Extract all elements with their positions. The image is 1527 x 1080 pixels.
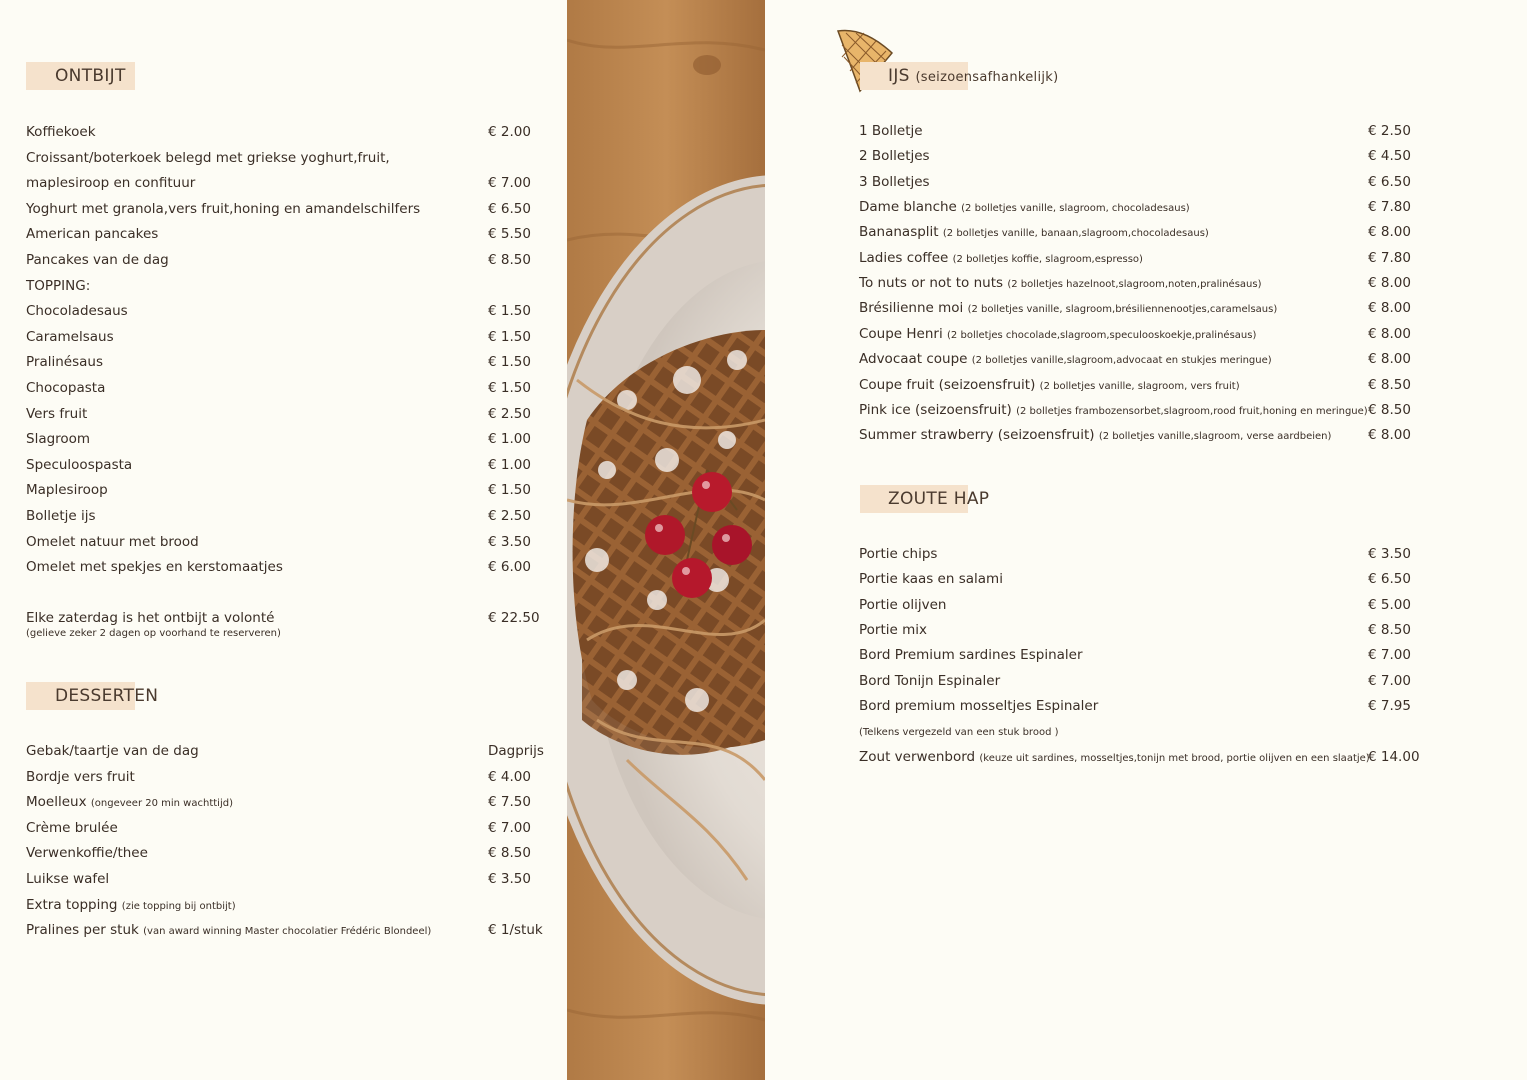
menu-item-name: Koffiekoek [26,124,96,140]
menu-item-price: € 7.00 [1368,672,1411,689]
menu-item [26,532,199,552]
menu-item [859,544,937,564]
volonte-price: € 22.50 [488,610,540,626]
menu-item-price: Dagprijs [488,743,544,759]
menu-item-price: € 7.00 [1368,647,1411,664]
menu-item [859,197,1190,217]
menu-item-note: (zie topping bij ontbijt) [121,900,236,912]
menu-item-price: € 6.50 [1368,571,1411,588]
menu-item [859,273,1261,293]
menu-item-name: Crème brulée [26,819,118,836]
menu-item-note: (2 bolletjes vanille, slagroom, vers fruit) [1039,380,1240,392]
menu-item-price: € 6.00 [488,559,531,576]
menu-item-name: 3 Bolletjes [859,173,930,190]
menu-item-price: € 3.50 [488,533,531,550]
menu-item-price: € 8.00 [1368,351,1411,368]
menu-item-price: € 2.50 [488,405,531,422]
menu-item [859,595,946,615]
menu-item-name: Portie kaas en salami [859,571,1003,588]
menu-item-name: maplesiroop en confituur [26,175,196,192]
menu-item [26,455,132,475]
menu-item-price: € 8.00 [1368,224,1411,241]
menu-item-note: (2 bolletjes vanille, banaan,slagroom,chocoladesaus) [942,228,1209,240]
menu-item-price: € 4.50 [1368,148,1411,165]
menu-item [859,620,927,640]
menu-item-name: Chocopasta [26,380,106,396]
menu-item-price: € 8.50 [1368,622,1411,639]
menu-item-name: Pancakes van de dag [26,252,169,268]
menu-item-price: € 5.50 [488,226,531,243]
menu-item [859,298,1277,318]
menu-item [26,378,105,398]
menu-item-note: (2 bolletjes koffie, slagroom,espresso) [952,253,1143,265]
menu-item [26,352,103,372]
menu-item [859,248,1143,268]
menu-item-price: € 7.95 [1368,698,1411,715]
menu-item-price: € 8.50 [488,252,531,268]
menu-item [859,671,1000,691]
menu-item-price: € 7.00 [488,175,531,192]
menu-item-name: Gebak/taartje van de dag [26,743,199,759]
menu-item [26,404,87,424]
menu-item-price: € 8.50 [1368,376,1411,393]
menu-item [26,148,390,168]
menu-item [859,696,1098,716]
menu-item [859,400,1368,420]
menu-item-note: (van award winning Master chocolatier Frédéric Blondeel) [143,926,432,938]
menu-item [859,349,1272,369]
menu-item-price: € 1.00 [488,431,531,448]
menu-item-name: Coupe fruit (seizoensfruit) [859,376,1036,393]
desserten-title: DESSERTEN [55,686,159,706]
menu-item-price: € 5.00 [1368,596,1411,613]
menu-item-name: Slagroom [26,431,91,448]
menu-item-note: (2 bolletjes hazelnoot,slagroom,noten,pralinésaus) [1007,279,1262,291]
menu-item-price: € 8.00 [1368,300,1411,317]
menu-item-note: (2 bolletjes chocolade,slagroom,speculooskoekje,pralinésaus) [947,329,1257,341]
verwenbord-price: € 14.00 [1368,749,1420,765]
menu-item [26,327,114,347]
menu-item [26,276,90,296]
menu-item [26,173,195,193]
menu-item-name: Luikse wafel [26,871,110,887]
menu-item-price: € 2.50 [1368,123,1411,139]
ontbijt-heading [26,62,126,90]
menu-item-name: Bananasplit [859,224,939,241]
menu-item-price: € 8.00 [1368,427,1411,444]
menu-item-price: € 1.50 [488,303,531,320]
menu-item-name: Portie mix [859,622,928,639]
menu-item-price: € 7.00 [488,819,531,836]
menu-item-price: € 8.50 [1368,401,1411,418]
menu-item-name: American pancakes [26,226,159,243]
menu-item-name: Bolletje ijs [26,508,96,524]
menu-item [26,122,96,142]
menu-item-price: € 1/stuk [488,922,543,939]
menu-item [859,425,1331,445]
menu-item [26,843,148,863]
menu-item-price: € 3.50 [1368,546,1411,562]
menu-item-name: Portie olijven [859,596,947,613]
menu-item [26,895,236,915]
menu-item-name: Pink ice (seizoensfruit) [859,401,1012,418]
menu-item [859,172,930,192]
menu-item-name: Omelet met spekjes en kerstomaatjes [26,559,283,576]
menu-item [26,199,420,219]
menu-item-price: € 3.50 [488,871,531,887]
ijs-subtitle: (seizoensafhankelijk) [915,70,1059,85]
menu-item-name: Vers fruit [26,405,88,422]
menu-item-name: Bord Tonijn Espinaler [859,672,1001,689]
menu-item-price: € 1.50 [488,354,531,371]
menu-item [859,222,1209,242]
menu-item-price: € 8.50 [488,845,531,862]
volonte-name: Elke zaterdag is het ontbijt a volonté [26,610,275,626]
menu-item-price: € 1.00 [488,456,531,473]
menu-item [859,324,1256,344]
menu-item-price: € 1.50 [488,328,531,345]
menu-item-name: Extra topping [26,896,118,913]
menu-item-price: € 1.50 [488,482,531,499]
menu-item-name: Brésilienne moi [859,300,964,317]
menu-item [859,375,1240,395]
verwenbord-item [859,747,1370,767]
waffle-plate-photo [567,0,765,1080]
menu-item-price: € 7.80 [1368,249,1411,266]
menu-item-name: Summer strawberry (seizoensfruit) [859,427,1095,444]
zoute-hap-heading [860,485,989,513]
verwenbord-name: Zout verwenbord [859,749,976,765]
menu-item-name: Verwenkoffie/thee [26,845,148,862]
menu-item [26,224,158,244]
zoute-hap-title: ZOUTE HAP [888,489,990,509]
menu-item-price: € 7.50 [488,794,531,811]
ontbijt-title: ONTBIJT [55,66,126,86]
menu-item-price: € 4.00 [488,768,531,785]
menu-item-price: € 6.50 [1368,173,1411,190]
desserten-heading [26,682,158,710]
menu-item [859,146,930,166]
ijs-heading [860,62,1058,90]
menu-item [26,506,96,526]
menu-item-price: € 2.00 [488,124,531,140]
menu-item-note: (2 bolletjes vanille, slagroom,brésiliennenootjes,caramelsaus) [967,304,1278,316]
menu-item [26,767,135,787]
menu-item-name: Pralines per stuk [26,922,139,939]
menu-item-name: Yoghurt met granola,vers fruit,honing en amandelschilfers [26,200,421,217]
menu-item-name: Advocaat coupe [859,351,968,368]
menu-item-name: Portie chips [859,546,938,562]
menu-item-price: € 1.50 [488,380,531,396]
menu-item-price: € 7.80 [1368,199,1411,216]
menu-item-name: Chocoladesaus [26,303,128,320]
menu-item [26,818,118,838]
volonte-note: (gelieve zeker 2 dagen op voorhand te reserveren) [26,628,281,639]
menu-item-name: Croissant/boterkoek belegd met griekse yoghurt,fruit, [26,149,390,166]
menu-item-name: Ladies coffee [859,249,949,266]
menu-item [26,480,108,500]
menu-item [26,429,90,449]
menu-item [859,569,1003,589]
menu-item [26,920,431,940]
menu-item-name: TOPPING: [26,277,91,294]
menu-item-name: Omelet natuur met brood [26,533,199,550]
menu-item-name: To nuts or not to nuts [859,275,1004,292]
menu-item-note: (2 bolletjes vanille,slagroom, verse aardbeien) [1098,431,1332,443]
menu-item-name: Coupe Henri [859,325,943,342]
menu-item [859,645,1083,665]
menu-item-note: (2 bolletjes vanille, slagroom, chocoladesaus) [961,203,1190,215]
menu-item-name: Bord premium mosseltjes Espinaler [859,698,1099,715]
menu-item-name: Bord Premium sardines Espinaler [859,647,1083,664]
ijs-title: IJS [888,66,910,86]
menu-item [859,121,923,141]
menu-item-name: Maplesiroop [26,482,108,499]
menu-item-name: Pralinésaus [26,354,103,371]
menu-item-name: Speculoospasta [26,456,133,473]
menu-item-price: € 6.50 [488,200,531,217]
verwenbord-note: (keuze uit sardines, mosseltjes,tonijn met brood, portie olijven en een slaatje) [979,753,1370,764]
menu-item [26,557,283,577]
menu-item-note: (2 bolletjes vanille,slagroom,advocaat en stukjes meringue) [971,355,1272,367]
menu-item-price: € 8.00 [1368,275,1411,292]
zoute-hap-note: (Telkens vergezeld van een stuk brood ) [859,727,1059,738]
menu-item-name: 1 Bolletje [859,123,923,139]
menu-item-price: € 2.50 [488,508,531,524]
menu-item [26,301,128,321]
menu-item [26,250,169,270]
menu-item-name: Bordje vers fruit [26,768,135,785]
menu-item [26,869,109,889]
menu-item-note: (2 bolletjes frambozensorbet,slagroom,rood fruit,honing en meringue) [1016,405,1368,417]
menu-item [26,792,233,812]
menu-item-name: 2 Bolletjes [859,148,930,165]
menu-item-name: Dame blanche [859,199,957,216]
menu-item [26,741,199,761]
menu-item-name: Moelleux [26,794,87,811]
menu-item-price: € 8.00 [1368,325,1411,342]
menu-item-name: Caramelsaus [26,328,114,345]
menu-item-note: (ongeveer 20 min wachttijd) [90,798,233,810]
